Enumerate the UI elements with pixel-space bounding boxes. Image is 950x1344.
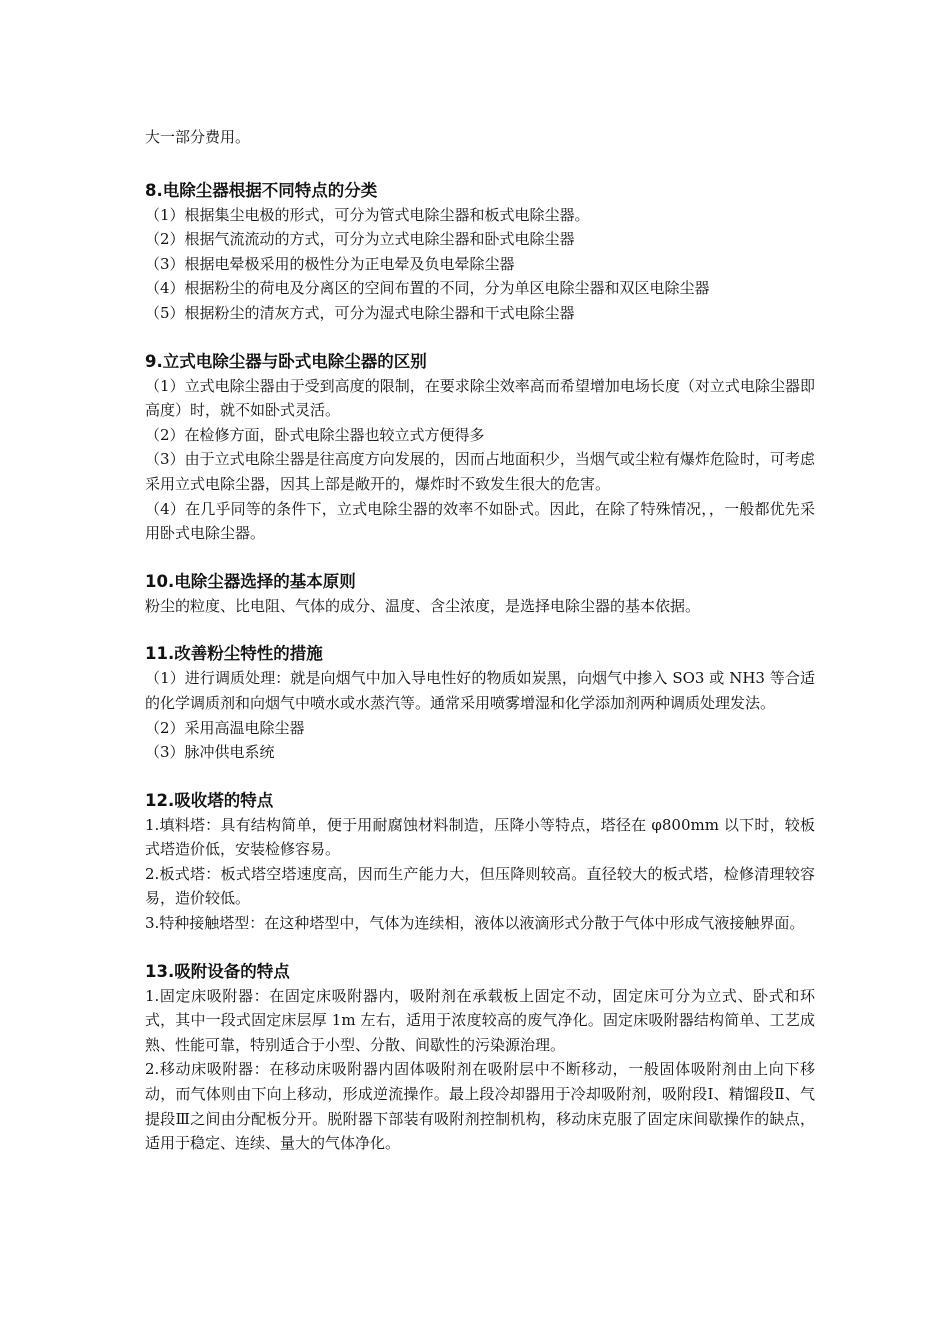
paragraph: （2）在检修方面，卧式电除尘器也较立式方便得多 xyxy=(145,425,485,444)
paragraph: （3）根据电晕极采用的极性分为正电晕及负电晕除尘器 xyxy=(145,254,515,273)
section-10-selection-principles xyxy=(145,569,815,619)
paragraph: 3.特种接触塔型：在这种塔型中，气体为连续相，液体以液滴形式分散于气体中形成气液接触界面。 xyxy=(145,914,805,933)
paragraph: （4）根据粉尘的荷电及分离区的空间布置的不同，分为单区电除尘器和双区电除尘器 xyxy=(145,279,710,298)
paragraph: （3）由于立式电除尘器是往高度方向发展的，因而占地面积少，当烟气或尘粒有爆炸危险时，可考虑采用立式电除尘器，因其上部是敞开的，爆炸时不致发生很大的危害。 xyxy=(145,450,815,493)
section-heading: 8.电除尘器根据不同特点的分类 xyxy=(145,180,378,200)
section-heading: 12.吸收塔的特点 xyxy=(145,790,274,810)
paragraph: （2）根据气流流动的方式，可分为立式电除尘器和卧式电除尘器 xyxy=(145,230,575,249)
paragraph: 2.移动床吸附器：在移动床吸附器内固体吸附剂在吸附层中不断移动，一般固体吸附剂由上向下移动，而气体则由下向上移动，形成逆流操作。最上段冷却器用于冷却吸附剂，吸附段Ⅰ、精馏段Ⅱ、气提段Ⅲ之间由分配板分开。脱附器下部装有吸附剂控制机构，移动床克服了固定床间歇操作的缺点，适用于稳定、连续、量大的气体净化。 xyxy=(145,1060,815,1153)
section-heading: 9.立式电除尘器与卧式电除尘器的区别 xyxy=(145,351,427,371)
paragraph: （1）立式电除尘器由于受到高度的限制，在要求除尘效率高而希望增加电场长度（对立式电除尘器即高度）时，就不如卧式灵活。 xyxy=(145,376,815,420)
document-page xyxy=(145,125,815,1179)
section-13-adsorption-equipment xyxy=(145,959,815,1156)
paragraph: 粉尘的粒度、比电阻、气体的成分、温度、含尘浓度，是选择电除尘器的基本依据。 xyxy=(145,596,701,615)
paragraph: （3）脉冲供电系统 xyxy=(145,743,275,762)
paragraph: 1.固定床吸附器：在固定床吸附器内，吸附剂在承载板上固定不动，固定床可分为立式、卧式和环式，其中一段式固定床层厚 1m 左右，适用于浓度较高的废气净化。固定床吸附器结构简单、工艺成熟、性能可靠，特别适合于小型、分散、间歇性的污染源治理。 xyxy=(145,986,815,1054)
lead-paragraph: 大一部分费用。 xyxy=(145,128,251,146)
paragraph: （4）在几乎同等的条件下，立式电除尘器的效率不如卧式。因此，在除了特殊情况，，一般都优先采用卧式电除尘器。 xyxy=(145,499,815,543)
section-9-vertical-vs-horizontal xyxy=(145,349,815,546)
section-11-dust-improvement xyxy=(145,641,815,764)
paragraph: （5）根据粉尘的清灰方式，可分为湿式电除尘器和干式电除尘器 xyxy=(145,303,575,322)
section-12-absorption-tower xyxy=(145,788,815,936)
paragraph: （1）根据集尘电极的形式，可分为管式电除尘器和板式电除尘器。 xyxy=(145,205,590,224)
paragraph: 1.填料塔：具有结构简单，便于用耐腐蚀材料制造，压降小等特点，塔径在 φ800mm 以下时，较板式塔造价低，安装检修容易。 xyxy=(145,815,815,859)
section-heading: 10.电除尘器选择的基本原则 xyxy=(145,571,356,591)
section-heading: 11.改善粉尘特性的措施 xyxy=(145,644,323,664)
paragraph: （2）采用高温电除尘器 xyxy=(145,718,305,737)
paragraph: （1）进行调质处理：就是向烟气中加入导电性好的物质如炭黑，向烟气中掺入 SO3 或 NH3 等合适的化学调质剂和向烟气中喷水或水蒸汽等。通常采用喷雾增湿和化学添加剂两种调质处理发法。 xyxy=(145,669,815,712)
section-heading: 13.吸附设备的特点 xyxy=(145,961,290,981)
section-8-classification xyxy=(145,178,815,326)
paragraph: 2.板式塔：板式塔空塔速度高，因而生产能力大，但压降则较高。直径较大的板式塔，检修清理较容易，造价较低。 xyxy=(145,864,815,908)
